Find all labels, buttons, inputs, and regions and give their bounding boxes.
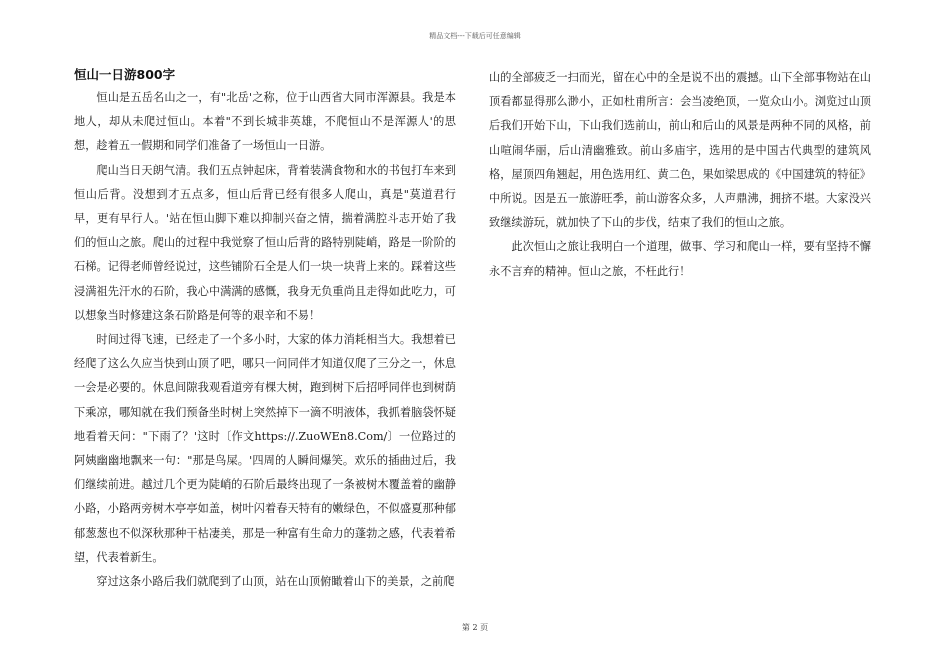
page-header: 精品文档---下载后可任意编辑 bbox=[429, 32, 521, 40]
paragraph-3: 时间过得飞速，已经走了一个多小时，大家的体力消耗相当大。我想着已经爬了这么久应当快到山顶了吧，哪只一问同伴才知道仅爬了三分之一，休息一会是必要的。休息间隙我观看道旁有棵大树，跑到树下后招呼同伴也到树荫下乘凉，哪知就在我们预备坐时树上突然掉下一滴不明液体，我抓着脑袋怀疑地看着天问："下雨了？'这时〔作文https://.ZuoWEn8.Com/〕一位路过的阿姨幽幽地飘来一句："那是鸟屎。'四周的人瞬间爆笑。欢乐的插曲过后，我们继续前进。越过几个更为陡峭的石阶后最终出现了一条被树木覆盖着的幽静小路，小路两旁树木亭亭如盖，树叶闪着春天特有的嫩绿色，不似盛夏那种郁郁葱葱也不似深秋那种干枯凄美，那是一种富有生命力的蓬勃之感，代表着希望，代表着新生。 bbox=[74, 333, 456, 564]
left-column bbox=[74, 66, 456, 594]
paragraph-2: 爬山当日天朗气清。我们五点钟起床，背着装满食物和水的书包打车来到恒山后背。没想到才五点多，恒山后背已经有很多人爬山，真是"莫道君行早，更有早行人。'站在恒山脚下难以抑制兴奋之情，揣着满腔斗志开始了我们的恒山之旅。爬山的过程中我觉察了恒山后背的路特别陡峭，路是一阶阶的石梯。记得老师曾经说过，这些铺阶石全是人们一块一块背上来的。踩着这些浸满祖先汗水的石阶，我心中满满的感慨，我身无负重尚且走得如此吃力，可以想象当时修建这条石阶路是何等的艰辛和不易！ bbox=[74, 163, 456, 322]
article-title: 恒山一日游800字 bbox=[74, 67, 176, 82]
paragraph-1: 恒山是五岳名山之一，有"北岳'之称，位于山西省大同市浑源县。我是本地人，却从未爬过恒山。本着"不到长城非英雄，不爬恒山不是浑源人'的思想，趁着五一假期和同学们准备了一场恒山一日游。 bbox=[74, 91, 456, 153]
paragraph-5: 此次恒山之旅让我明白一个道理，做事、学习和爬山一样，要有坚持不懈永不言弃的精神。恒山之旅，不枉此行！ bbox=[489, 240, 871, 278]
paragraph-4-continued: 山的全部疲乏一扫而光，留在心中的全是说不出的震撼。山下全部事物站在山顶看都显得那么渺小，正如杜甫所言：会当凌绝顶，一览众山小。浏览过山顶后我们开始下山，下山我们选前山，前山和后山的风景是两种不同的风格，前山喧闹华丽，后山清幽雅致。前山多庙宇，选用的是中国古代典型的建筑风格，屋顶四角翘起，用色选用红、黄二色，果如梁思成的《中国建筑的特征》中所说。因是五一旅游旺季，前山游客众多，人声鼎沸，拥挤不堪。大家没兴致继续游玩，就加快了下山的步伐，结束了我们的恒山之旅。 bbox=[489, 71, 871, 230]
page-number: 第 2 页 bbox=[461, 623, 489, 632]
right-column bbox=[489, 66, 871, 284]
paragraph-4: 穿过这条小路后我们就爬到了山顶，站在山顶俯瞰着山下的美景，之前爬 bbox=[96, 575, 455, 589]
